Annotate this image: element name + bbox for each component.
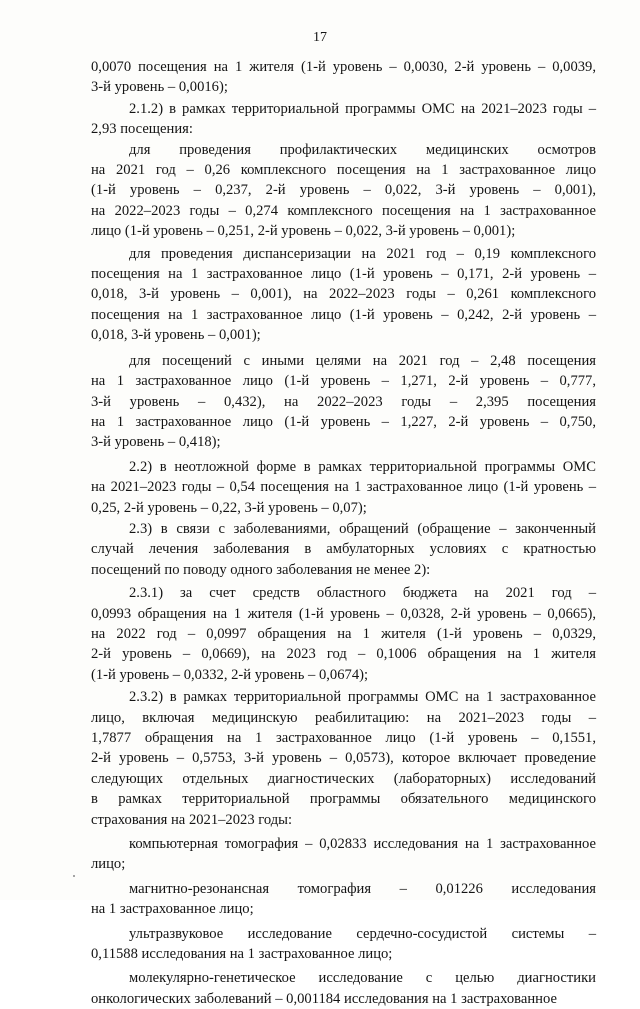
document-body (91, 57, 596, 1009)
text-line: случай лечения заболевания в амбулаторных условиях с кратностью (91, 541, 596, 558)
paragraph (91, 99, 596, 140)
text-line: 2-й уровень – 0,5753, 3-й уровень – 0,0573), которое включает проведение (91, 750, 596, 767)
text-line: 2,93 посещения: (91, 121, 193, 138)
paragraph (91, 687, 596, 830)
text-line: посещения на 1 застрахованное лицо (1-й уровень – 0,242, 2-й уровень – (91, 306, 596, 323)
text-line: (1-й уровень – 0,237, 2-й уровень – 0,022, 3-й уровень – 0,001), (91, 182, 596, 199)
paragraph (91, 968, 596, 1009)
text-line: онкологических заболеваний – 0,001184 исследования на 1 застрахованное (91, 990, 557, 1007)
paragraph (91, 140, 596, 242)
text-line: страхования на 2021–2023 годы: (91, 811, 293, 828)
paragraph (91, 583, 596, 685)
paragraph (91, 834, 596, 875)
text-line: для проведения профилактических медицинских осмотров (129, 141, 596, 158)
text-line: 0,11588 исследования на 1 застрахованное лицо; (91, 946, 393, 963)
paragraph (91, 924, 596, 965)
text-line: 3-й уровень – 0,432), на 2022–2023 годы – 2,395 посещения (91, 393, 596, 410)
text-line: 0,018, 3-й уровень – 0,001); (91, 327, 261, 344)
text-line: 2.3) в связи с заболеваниями, обращений (обращение – законченный (129, 520, 596, 537)
text-line: 2.3.2) в рамках территориальной программы ОМС на 1 застрахованное (129, 689, 596, 706)
text-line: на 1 застрахованное лицо; (91, 901, 254, 918)
text-line: посещения на 1 застрахованное лицо (1-й уровень – 0,171, 2-й уровень – (91, 266, 596, 283)
text-line: на 2021 год – 0,26 комплексного посещения на 1 застрахованное лицо (91, 162, 596, 179)
text-line: на 1 застрахованное лицо (1-й уровень – 1,271, 2-й уровень – 0,777, (91, 373, 596, 390)
text-line: для проведения диспансеризации на 2021 год – 0,19 комплексного (129, 245, 596, 262)
text-line: ультразвуковое исследование сердечно-сосудистой системы – (129, 925, 596, 942)
paragraph (91, 244, 596, 346)
text-line: 2.3.1) за счет средств областного бюджета на 2021 год – (129, 585, 596, 602)
text-line: 2-й уровень – 0,0669), на 2023 год – 0,1006 обращения на 1 жителя (91, 646, 596, 663)
text-line: следующих отдельных диагностических (лабораторных) исследований (91, 770, 596, 787)
text-line: 0,0070 посещения на 1 жителя (1-й уровень – 0,0030, 2-й уровень – 0,0039, (91, 59, 596, 75)
text-line: (1-й уровень – 0,0332, 2-й уровень – 0,0674); (91, 666, 369, 683)
text-line: лицо (1-й уровень – 0,251, 2-й уровень – 0,022, 3-й уровень – 0,001); (91, 223, 516, 240)
text-line: на 2021–2023 годы – 0,54 посещения на 1 застрахованное лицо (1-й уровень – (91, 479, 596, 496)
paragraph (91, 457, 596, 518)
text-line: 0,018, 3-й уровень – 0,001), на 2022–2023 годы – 0,261 комплексного (91, 286, 596, 303)
text-line: 3-й уровень – 0,418); (91, 434, 221, 451)
text-line: на 2022 год – 0,0997 обращения на 1 жителя (1-й уровень – 0,0329, (91, 625, 596, 642)
text-line: молекулярно-генетическое исследование с целью диагностики (129, 970, 596, 987)
text-line: посещений по поводу одного заболевания не менее 2): (91, 561, 431, 578)
paragraph (91, 351, 596, 453)
text-line: 0,0993 обращения на 1 жителя (1-й уровень – 0,0328, 2-й уровень – 0,0665), (91, 605, 596, 622)
paragraph (91, 57, 596, 98)
text-line: в рамках территориальной программы обязательного медицинского (91, 791, 596, 808)
paragraph (91, 879, 596, 920)
text-line: 3-й уровень – 0,0016); (91, 79, 228, 96)
text-line: 1,7877 обращения на 1 застрахованное лицо (1-й уровень – 0,1551, (91, 730, 596, 746)
page-number: 17 (313, 30, 327, 45)
text-line: компьютерная томография – 0,02833 исследования на 1 застрахованное (129, 836, 596, 853)
text-line: 2.1.2) в рамках территориальной программы ОМС на 2021–2023 годы – (129, 100, 596, 117)
scan-speck (73, 875, 75, 877)
text-line: на 2022–2023 годы – 0,274 комплексного посещения на 1 застрахованное (91, 202, 596, 219)
paragraph (91, 519, 596, 580)
text-line: лицо, включая медицинскую реабилитацию: на 2021–2023 годы – (91, 709, 596, 726)
text-line: магнитно-резонансная томография – 0,01226 исследования (129, 880, 596, 897)
text-line: на 1 застрахованное лицо (1-й уровень – 1,227, 2-й уровень – 0,750, (91, 413, 596, 430)
text-line: 2.2) в неотложной форме в рамках территориальной программы ОМС (129, 458, 596, 475)
text-line: 0,25, 2-й уровень – 0,22, 3-й уровень – 0,07); (91, 499, 367, 516)
text-line: для посещений с иными целями на 2021 год – 2,48 посещения (129, 352, 596, 369)
text-line: лицо; (91, 856, 126, 873)
